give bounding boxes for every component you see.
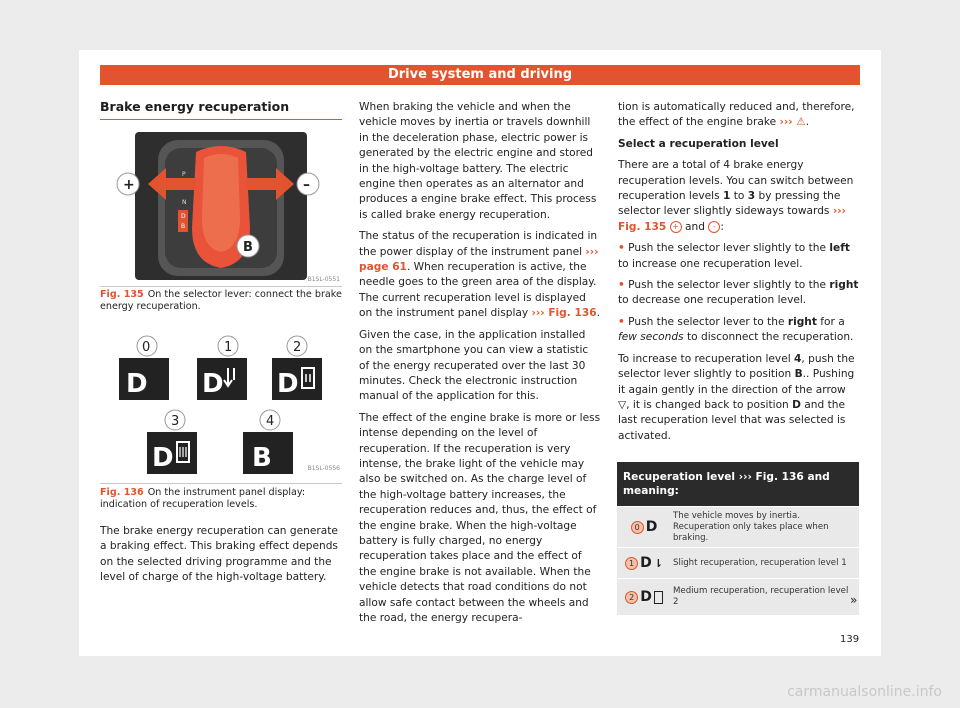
text: The status of the recuperation is indicated in the power display of the instrument panel — [359, 230, 598, 258]
page-number: 139 — [840, 634, 860, 645]
text: Push the selector lever to the — [628, 315, 788, 328]
table-header: Recuperation level ››› Fig. 136 and meaning: — [617, 462, 859, 506]
bullet-item — [618, 278, 860, 309]
caption-text: On the instrument panel display: indication of recuperation levels. — [100, 487, 306, 510]
row-text: The vehicle moves by inertia. Recuperation only takes place when braking. — [673, 510, 829, 543]
caption-text: On the selector lever: connect the brake energy recuperation. — [100, 289, 342, 312]
gear-p: P — [182, 171, 186, 178]
paragraph: The brake energy recuperation can generate a braking effect. This braking effect depends on the selected driving programme and the level of charge of the high-voltage battery. — [100, 525, 338, 584]
level-icon — [617, 589, 671, 605]
text: .. Pushing it again gently in the direction of the arrow ▽, it is changed back to position — [618, 368, 855, 411]
text: , push the selector lever slightly to position — [618, 352, 855, 381]
level-sym-1: D — [202, 369, 224, 399]
page-link[interactable]: ››› page 61 — [359, 245, 599, 274]
bullet-icon: • — [618, 279, 625, 292]
text: to — [730, 190, 748, 203]
figure-label: Fig. 135 — [100, 289, 144, 300]
text: left — [829, 242, 850, 255]
text: tion is automatically reduced and, therefore, the effect of the engine brake — [618, 101, 855, 129]
level-badge: 0 — [631, 521, 644, 534]
text: : — [720, 220, 724, 233]
minus-label: – — [303, 177, 310, 193]
column-3 — [618, 100, 860, 450]
figure-135 — [100, 128, 342, 288]
level-icon — [617, 519, 671, 535]
text: To increase to recuperation level — [618, 352, 795, 365]
level-num-2: 2 — [293, 340, 302, 355]
level-num-3: 3 — [171, 414, 180, 429]
figure-rule — [100, 286, 342, 287]
selector-lever-illustration — [100, 128, 342, 288]
plus-label: + — [123, 177, 135, 193]
text: Push the selector lever slightly to the — [628, 242, 830, 255]
table-row — [617, 547, 859, 578]
text: right — [829, 279, 859, 292]
figure-link[interactable]: ››› Fig. 135 — [618, 205, 846, 233]
bullet-icon: • — [618, 315, 625, 328]
paragraph — [359, 229, 601, 321]
row-text: Slight recuperation, recuperation level 1 — [673, 557, 847, 568]
paragraph — [618, 100, 860, 131]
paragraph — [618, 158, 860, 235]
text: 4 — [794, 352, 802, 365]
text: by pressing the selector lever slightly sideways towards — [618, 190, 841, 218]
watermark: carmanualsonline.info — [787, 684, 942, 700]
text: to increase one recuperation level. — [618, 257, 803, 270]
display-levels-illustration — [100, 332, 342, 474]
d-icon: D — [640, 589, 652, 605]
text: There are a total of 4 brake energy recuperation levels. You can switch between recuperation levels — [618, 159, 854, 203]
gear-d: D — [181, 213, 186, 220]
recuperation-table — [617, 462, 859, 615]
text: and the last recuperation level that was selected is activated. — [618, 398, 846, 442]
section-rule — [100, 119, 342, 120]
continue-mark: » — [850, 593, 858, 607]
figure-label: Fig. 136 — [100, 487, 144, 498]
column-2 — [359, 100, 601, 632]
paragraph: When braking the vehicle and when the vehicle moves by inertia or travels downhill in the deceleration phase, electric power is generated by the electric engine and stored in the high-voltage battery. The electric engine then operates as an alternator and produces a engine brake effect. This process is called brake energy recuperation. — [359, 101, 597, 221]
level-num-1: 1 — [224, 340, 233, 355]
level-badge: 1 — [625, 557, 638, 570]
level-sym-2: D — [277, 369, 299, 399]
row-text: Medium recuperation, recuperation level 2 — [673, 586, 849, 607]
column-1 — [100, 524, 342, 592]
section-title: Brake energy recuperation — [100, 99, 290, 114]
figure-link[interactable]: ››› Fig. 136 — [531, 307, 597, 320]
warning-link[interactable]: ››› ⚠ — [779, 116, 806, 129]
text: for a — [816, 315, 845, 328]
d-icon: D — [645, 519, 658, 535]
level-icon — [617, 555, 671, 571]
level-num-4: 4 — [266, 414, 275, 429]
gear-n: N — [182, 199, 187, 206]
minus-icon: - — [708, 221, 720, 233]
figure-136 — [100, 332, 342, 474]
bullet-item — [618, 315, 860, 346]
table-row — [617, 578, 859, 615]
subheading: Select a recuperation level — [618, 137, 779, 150]
text: . — [596, 307, 600, 320]
bullet-item — [618, 241, 860, 272]
text: and — [681, 220, 709, 233]
figure-rule — [100, 483, 342, 484]
gear-b: B — [181, 223, 186, 230]
text: to decrease one recuperation level. — [618, 294, 807, 307]
level-badge: 2 — [625, 591, 638, 604]
bullet-icon: • — [618, 242, 625, 255]
recuperation-arrow-icon: ⇂ — [653, 556, 663, 570]
text: 3 — [747, 190, 756, 203]
level-num-0: 0 — [142, 340, 151, 355]
text: right — [787, 315, 817, 328]
figure-136-caption — [100, 487, 342, 511]
text: B — [794, 368, 803, 381]
paragraph: Given the case, in the application installed on the smartphone you can view a statistic of the energy recuperated over the last 30 minutes. Check the electronic instruction manual of the application for this. — [359, 328, 589, 403]
d-icon: D — [640, 555, 652, 571]
figure-135-caption — [100, 289, 342, 313]
b-label: B — [243, 240, 253, 255]
text: to disconnect the recuperation. — [683, 331, 854, 344]
level-sym-4: B — [252, 443, 272, 473]
chapter-header: Drive system and driving — [100, 65, 860, 85]
table-row — [617, 506, 859, 547]
text: few seconds — [618, 331, 684, 344]
text: 1 — [723, 190, 731, 203]
paragraph: The effect of the engine brake is more or less intense depending on the level of recuperation. If the recuperation is very intense, the brake light of the vehicle may also be switched on. As the charge level of the high-voltage battery increases, the recuperation reduces and, thus, the effect of the engine brake. When the high-voltage battery is fully charged, no energy recuperation takes place and the effect of the engine brake is not available. When the vehicle detects that road conditions do not allow safe contact between the wheels and the road, the energy recupera- — [359, 411, 601, 624]
figure-code: B1SL-0551 — [307, 276, 340, 283]
text: Push the selector lever slightly to the — [628, 279, 830, 292]
text: . When recuperation is active, the needle goes to the green area of the display. The current recuperation level is displayed on the instrument panel display — [359, 261, 597, 320]
level-sym-0: D — [126, 369, 148, 399]
plus-icon: + — [670, 221, 682, 233]
figure-code: B1SL-0556 — [307, 465, 340, 472]
text: . — [805, 116, 810, 129]
battery-icon — [654, 591, 663, 604]
text: D — [792, 398, 801, 411]
level-sym-3: D — [152, 443, 174, 473]
paragraph — [618, 352, 860, 444]
